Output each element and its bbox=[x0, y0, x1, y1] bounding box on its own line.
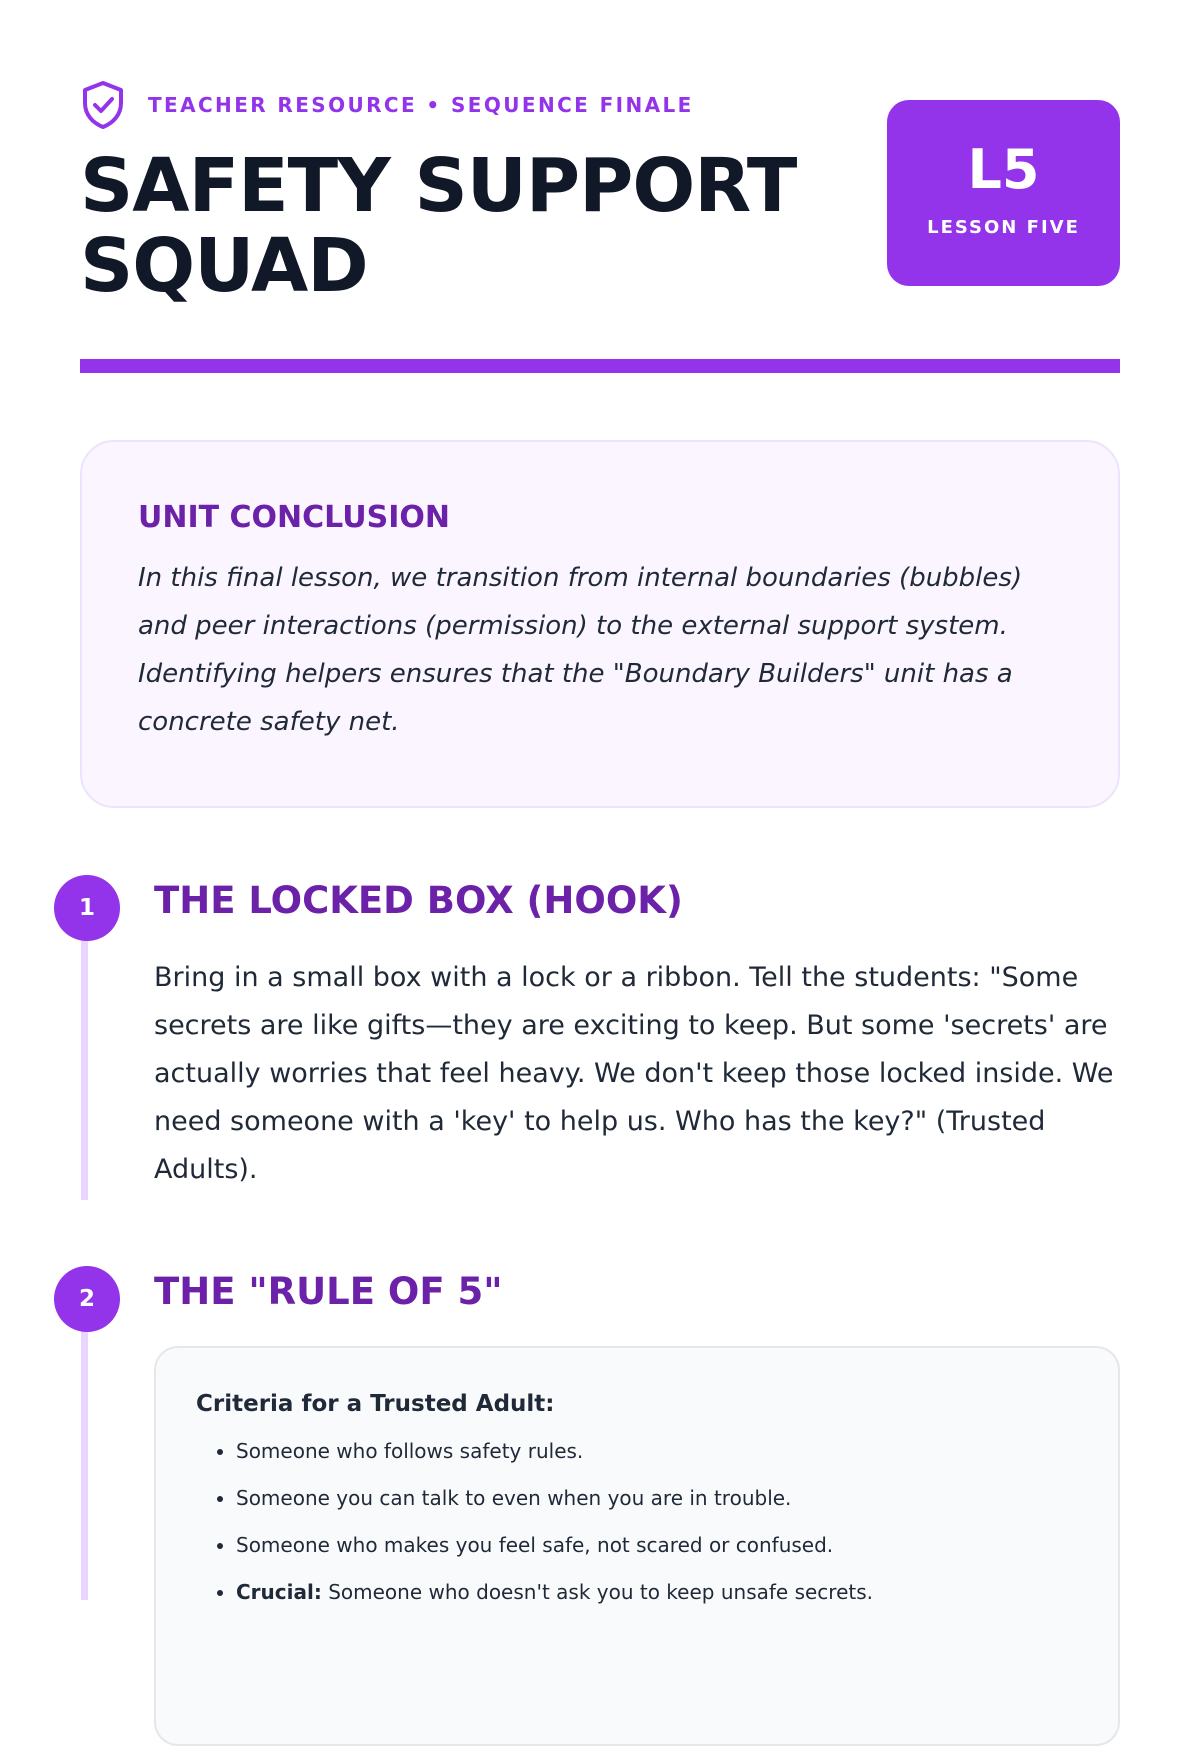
criteria-item: • Someone who makes you feel safe, not scared or confused. bbox=[236, 1522, 1078, 1569]
header-divider bbox=[80, 359, 1120, 373]
criteria-list bbox=[196, 1428, 1078, 1616]
lesson-badge-label: LESSON FIVE bbox=[927, 216, 1080, 238]
crucial-text: Someone who doesn't ask you to keep unsafe secrets. bbox=[321, 1580, 873, 1604]
step-2-number-badge: 2 bbox=[54, 1266, 120, 1332]
criteria-card bbox=[154, 1346, 1120, 1746]
unit-conclusion-heading: UNIT CONCLUSION bbox=[138, 500, 450, 535]
step-2-timeline-line bbox=[81, 1300, 88, 1600]
lesson-badge-code: L5 bbox=[967, 137, 1040, 201]
criteria-item: • Someone you can talk to even when you are in trouble. bbox=[236, 1475, 1078, 1522]
step-1-number-badge: 1 bbox=[54, 875, 120, 941]
page-title bbox=[80, 143, 880, 309]
criteria-item-crucial bbox=[236, 1569, 1078, 1616]
eyebrow-label: TEACHER RESOURCE • SEQUENCE FINALE bbox=[148, 93, 694, 117]
shield-check-icon bbox=[80, 80, 126, 130]
eyebrow bbox=[80, 80, 694, 130]
lesson-badge bbox=[887, 100, 1120, 286]
step-1-timeline-line bbox=[81, 910, 88, 1200]
page-title-line-1: SAFETY SUPPORT bbox=[80, 143, 797, 229]
unit-conclusion-body: In this final lesson, we transition from internal boundaries (bubbles) and peer interactions (permission) to the external support system. Identifying helpers ensures that the "Boundary Builders" unit has a concrete safety net. bbox=[138, 563, 1023, 737]
crucial-label: Crucial: bbox=[236, 1580, 322, 1604]
page-title-line-2: SQUAD bbox=[80, 223, 368, 309]
step-1-body: Bring in a small box with a lock or a ribbon. Tell the students: "Some secrets are like gifts—they are exciting to keep. But some 'secrets' are actually worries that feel heavy. We don't keep those locked inside. We need someone with a 'key' to help us. Who has the key?" (Trusted Adults). bbox=[154, 962, 1114, 1185]
step-2-title: THE "RULE OF 5" bbox=[154, 1270, 503, 1313]
criteria-title: Criteria for a Trusted Adult: bbox=[196, 1391, 555, 1417]
unit-conclusion-card bbox=[80, 440, 1120, 808]
criteria-item: • Someone who follows safety rules. bbox=[236, 1428, 1078, 1475]
step-1-title: THE LOCKED BOX (HOOK) bbox=[154, 879, 683, 922]
